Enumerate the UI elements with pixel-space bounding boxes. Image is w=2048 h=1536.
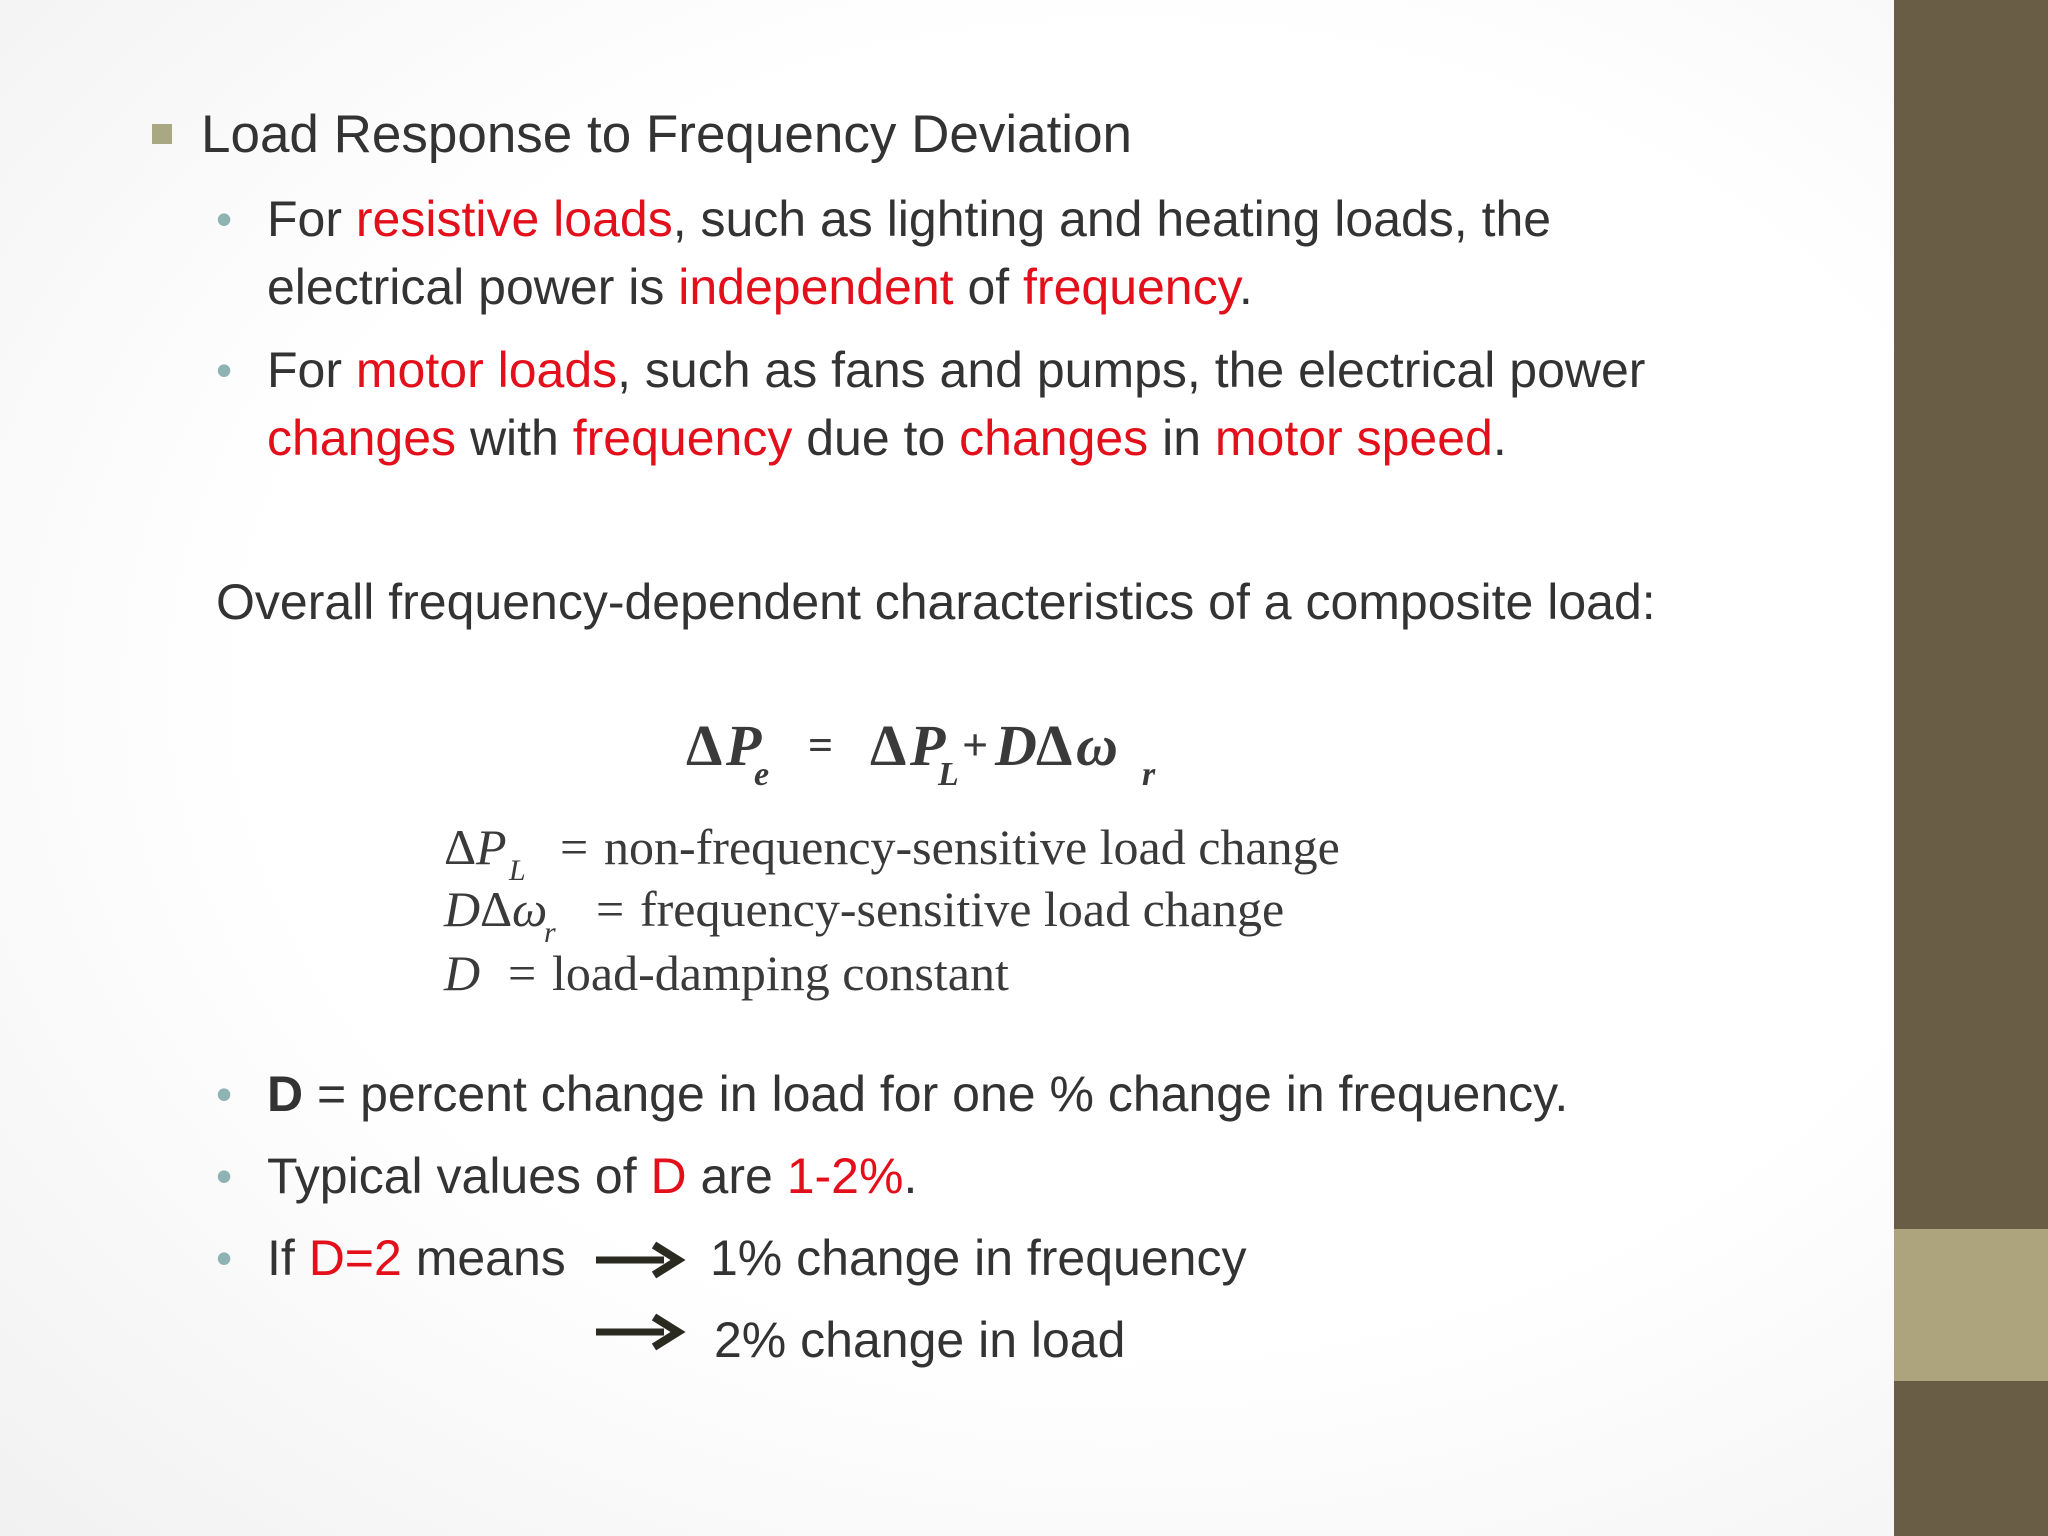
typical-pre: Typical values of (267, 1148, 651, 1204)
eq-delta-2: Δ (870, 713, 907, 778)
d-definition-text: = percent change in load for one % change in frequency. (303, 1066, 1569, 1122)
highlight-text: changes (959, 410, 1149, 466)
typical-value: 1-2% (786, 1148, 904, 1204)
highlight-text: motor speed (1214, 410, 1493, 466)
def2-omega: ω (512, 881, 548, 937)
def2-equals: = (596, 881, 625, 937)
eq-delta-3: Δ (1036, 713, 1073, 778)
def1-delta: Δ (444, 819, 477, 875)
eq-sub-r: r (1142, 756, 1156, 793)
def2-D: D (444, 881, 481, 937)
highlight-text: motor loads (355, 342, 618, 398)
text-run: For (267, 342, 356, 398)
eq-D: D (995, 713, 1037, 778)
def3-description: load-damping constant (552, 945, 1009, 1001)
bold-d: D (267, 1066, 304, 1122)
text-run: , such as lighting and heating loads, the (672, 191, 1552, 247)
text-run: of (953, 259, 1024, 315)
def2-delta: Δ (480, 881, 513, 937)
def2-sub-r: r (544, 916, 556, 949)
highlight-text: independent (678, 259, 954, 315)
eq-omega: ω (1076, 713, 1118, 778)
text-run: in (1148, 410, 1215, 466)
eq-P-2: P (910, 713, 946, 778)
definitions (443, 819, 1340, 1001)
bullet-text (267, 1224, 566, 1292)
def1-equals: = (560, 819, 589, 875)
def3-D: D (444, 945, 481, 1001)
highlight-text: resistive loads (355, 191, 673, 247)
eq-sub-L: L (938, 756, 959, 793)
if-pre: If (267, 1230, 309, 1286)
eq-equals: = (808, 721, 834, 770)
highlight-text: frequency (1023, 259, 1239, 315)
text-run: with (456, 410, 573, 466)
bullet-dot-icon: • (216, 1232, 233, 1284)
text-run: For (267, 191, 356, 247)
text-run: electrical power is (267, 259, 679, 315)
text-run: , such as fans and pumps, the electrical power (617, 342, 1646, 398)
arrow-text-load: 2% change in load (714, 1312, 1126, 1368)
bullet-dot-icon: • (216, 1068, 233, 1120)
typical-mid: are (686, 1148, 787, 1204)
bullet-text (267, 1142, 917, 1210)
main-equation (686, 713, 1156, 793)
arrow-text-frequency: 1% change in frequency (710, 1230, 1247, 1286)
text-run: . (1492, 410, 1507, 466)
if-d2: D=2 (308, 1230, 402, 1286)
if-means: means (401, 1230, 566, 1286)
bullet-dot-icon: • (216, 344, 233, 396)
eq-P: P (726, 713, 762, 778)
heading-text: Load Response to Frequency Deviation (201, 105, 1133, 164)
def2-description: frequency-sensitive load change (640, 881, 1285, 937)
text-run: . (1238, 259, 1253, 315)
bullet-dot-icon: • (216, 193, 233, 245)
highlight-text: frequency (572, 410, 793, 466)
right-arrow-icon (594, 1312, 686, 1352)
eq-plus: + (962, 719, 989, 770)
def3-equals: = (508, 945, 537, 1001)
bullet-text (267, 1060, 1568, 1128)
text-run: due to (792, 410, 960, 466)
def1-P: P (476, 819, 507, 875)
right-arrow-icon (594, 1240, 686, 1280)
highlight-text: changes (267, 410, 457, 466)
eq-delta: Δ (686, 713, 723, 778)
def1-sub-L: L (509, 854, 526, 887)
sidebar-accent-block (1894, 1229, 2048, 1381)
typical-end: . (903, 1148, 918, 1204)
eq-sub-e: e (754, 756, 770, 793)
bullet-dot-icon: • (216, 1150, 233, 1202)
def1-description: non-frequency-sensitive load change (604, 819, 1340, 875)
typical-d: D (650, 1148, 687, 1204)
overall-characteristics-text: Overall frequency-dependent characteristics of a composite load: (216, 574, 1656, 630)
